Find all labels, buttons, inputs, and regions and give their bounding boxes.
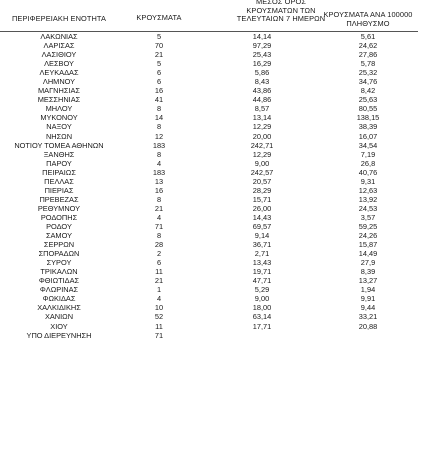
cases-cell: 16 bbox=[154, 86, 164, 96]
avg7-cell: 8,57 bbox=[254, 104, 270, 114]
cases-cell: 8 bbox=[156, 149, 162, 159]
per100k-cell: 5,61 bbox=[360, 32, 376, 41]
table-row bbox=[0, 294, 425, 303]
table-row bbox=[0, 312, 425, 321]
header-avg-line-3: ΤΕΛΕΥΤΑΙΩΝ 7 ΗΜΕΡΩΝ bbox=[236, 14, 326, 24]
cases-cell: 10 bbox=[154, 303, 164, 313]
table-row bbox=[0, 195, 425, 204]
avg7-cell: 19,71 bbox=[252, 267, 272, 277]
cases-cell: 71 bbox=[154, 330, 164, 340]
region-cell: ΣΕΡΡΩΝ bbox=[43, 240, 75, 250]
cases-cell: 12 bbox=[154, 131, 164, 141]
region-cell: ΞΑΝΘΗΣ bbox=[43, 149, 75, 159]
table-row bbox=[0, 249, 425, 258]
cases-cell: 13 bbox=[154, 176, 164, 186]
avg7-cell: 28,29 bbox=[252, 185, 272, 195]
per100k-cell: 24,26 bbox=[358, 231, 378, 241]
cases-cell: 6 bbox=[156, 68, 162, 78]
cases-cell: 70 bbox=[154, 41, 164, 51]
per100k-cell: 27,9 bbox=[360, 258, 376, 268]
region-cell: ΛΕΥΚΑΔΑΣ bbox=[39, 68, 79, 78]
cases-cell: 2 bbox=[156, 249, 162, 259]
table-row bbox=[0, 168, 425, 177]
avg7-cell: 9,00 bbox=[254, 158, 270, 168]
avg7-cell: 9,00 bbox=[254, 294, 270, 304]
cases-cell: 1 bbox=[156, 285, 162, 295]
per100k-cell: 9,31 bbox=[360, 176, 376, 186]
region-cell: ΠΡΕΒΕΖΑΣ bbox=[39, 194, 79, 204]
region-cell: ΠΑΡΟΥ bbox=[46, 158, 72, 168]
avg7-cell: 13,14 bbox=[252, 113, 272, 123]
region-cell: ΛΕΣΒΟΥ bbox=[44, 59, 74, 69]
header-cases-per-100k bbox=[311, 11, 425, 28]
table-row bbox=[0, 177, 425, 186]
avg7-cell: 12,29 bbox=[252, 149, 272, 159]
per100k-cell: 138,15 bbox=[356, 113, 380, 123]
cases-cell: 21 bbox=[154, 276, 164, 286]
table-row bbox=[0, 141, 425, 150]
table-row bbox=[0, 32, 425, 41]
cases-cell: 4 bbox=[156, 294, 162, 304]
per100k-cell: 3,57 bbox=[360, 212, 376, 222]
avg7-cell: 25,43 bbox=[252, 50, 272, 60]
header-region-line: ΠΕΡΙΦΕΡΕΙΑΚΗ ΕΝΟΤΗΤΑ bbox=[12, 14, 106, 23]
table-row bbox=[0, 86, 425, 95]
region-cell: ΣΠΟΡΑΔΩΝ bbox=[38, 249, 80, 259]
region-cell: ΠΕΙΡΑΙΩΣ bbox=[42, 167, 76, 177]
per100k-cell: 40,76 bbox=[358, 167, 378, 177]
cases-cell: 8 bbox=[156, 122, 162, 132]
per100k-cell: 9,44 bbox=[360, 303, 376, 313]
region-cell: ΧΑΝΙΩΝ bbox=[44, 312, 74, 322]
table-row bbox=[0, 122, 425, 131]
per100k-cell: 15,87 bbox=[358, 240, 378, 250]
avg7-cell: 63,14 bbox=[252, 312, 272, 322]
table-row bbox=[0, 204, 425, 213]
region-cell: ΜΑΓΝΗΣΙΑΣ bbox=[38, 86, 80, 96]
region-cell: ΦΛΩΡΙΝΑΣ bbox=[39, 285, 79, 295]
region-cell: ΝΟΤΙΟΥ ΤΟΜΕΑ ΑΘΗΝΩΝ bbox=[14, 140, 104, 150]
avg7-cell: 14,43 bbox=[252, 212, 272, 222]
cases-cell: 21 bbox=[154, 50, 164, 60]
avg7-cell: 5,29 bbox=[254, 285, 270, 295]
per100k-cell: 80,55 bbox=[358, 104, 378, 114]
per100k-cell: 59,25 bbox=[358, 221, 378, 231]
cases-cell: 41 bbox=[154, 95, 164, 105]
region-cell: ΧΙΟΥ bbox=[50, 321, 68, 331]
avg7-cell: 242,71 bbox=[250, 140, 274, 150]
region-cell: ΦΩΚΙΔΑΣ bbox=[42, 294, 76, 304]
avg7-cell: 69,57 bbox=[252, 221, 272, 231]
cases-cell: 183 bbox=[152, 140, 166, 150]
avg7-cell: 13,43 bbox=[252, 258, 272, 268]
per100k-cell: 8,42 bbox=[360, 86, 376, 96]
table-row bbox=[0, 240, 425, 249]
cases-cell: 6 bbox=[156, 77, 162, 87]
region-cell: ΧΑΛΚΙΔΙΚΗΣ bbox=[37, 303, 81, 313]
table-row bbox=[0, 113, 425, 122]
per100k-cell: 24,62 bbox=[358, 41, 378, 51]
cases-cell: 8 bbox=[156, 104, 162, 114]
avg7-cell: 20,00 bbox=[252, 131, 272, 141]
table-row bbox=[0, 276, 425, 285]
avg7-cell: 43,86 bbox=[252, 86, 272, 96]
per100k-cell: 20,88 bbox=[358, 321, 378, 331]
region-cell: ΡΟΔΟΥ bbox=[46, 221, 72, 231]
per100k-cell: 24,53 bbox=[358, 203, 378, 213]
per100k-cell: 5,78 bbox=[360, 59, 376, 69]
region-cell: ΝΗΣΩΝ bbox=[45, 131, 73, 141]
header-cases-line: ΚΡΟΥΣΜΑΤΑ bbox=[136, 13, 182, 22]
avg7-cell: 20,57 bbox=[252, 176, 272, 186]
per100k-cell: 13,92 bbox=[358, 194, 378, 204]
per100k-cell: 38,39 bbox=[358, 122, 378, 132]
per100k-cell: 13,27 bbox=[358, 276, 378, 286]
cases-cell: 11 bbox=[155, 267, 163, 277]
region-cell: ΛΑΣΙΘΙΟΥ bbox=[41, 50, 77, 60]
avg7-cell: 44,86 bbox=[252, 95, 272, 105]
table-row bbox=[0, 104, 425, 113]
cases-cell: 5 bbox=[156, 32, 162, 41]
region-cell: ΣΑΜΟΥ bbox=[45, 231, 73, 241]
per100k-cell: 34,54 bbox=[358, 140, 378, 150]
table-row bbox=[0, 331, 425, 340]
table-row bbox=[0, 77, 425, 86]
header-avg-line-1: ΜΕΣΟΣ ΟΡΟΣ bbox=[255, 0, 307, 6]
cases-cell: 5 bbox=[156, 59, 162, 69]
region-cell: ΣΥΡΟΥ bbox=[46, 258, 72, 268]
per100k-cell: 1,94 bbox=[360, 285, 376, 295]
per100k-cell: 7,19 bbox=[360, 149, 376, 159]
cases-cell: 6 bbox=[156, 258, 162, 268]
per100k-cell: 25,63 bbox=[358, 95, 378, 105]
per100k-cell: 14,49 bbox=[358, 249, 378, 259]
per100k-cell: 26,8 bbox=[360, 158, 376, 168]
table-row bbox=[0, 50, 425, 59]
cases-cell: 21 bbox=[154, 203, 164, 213]
avg7-cell: 36,71 bbox=[252, 240, 272, 250]
region-cell: ΤΡΙΚΑΛΩΝ bbox=[40, 267, 78, 277]
header-cases bbox=[131, 14, 187, 23]
cases-cell: 16 bbox=[154, 185, 164, 195]
region-cell: ΛΗΜΝΟΥ bbox=[42, 77, 76, 87]
table-row bbox=[0, 231, 425, 240]
table-row bbox=[0, 267, 425, 276]
per100k-cell: 9,91 bbox=[360, 294, 376, 304]
table-row bbox=[0, 303, 425, 312]
table-row bbox=[0, 41, 425, 50]
table-row bbox=[0, 213, 425, 222]
table-row bbox=[0, 95, 425, 104]
avg7-cell: 15,71 bbox=[252, 194, 272, 204]
per100k-cell: 33,21 bbox=[358, 312, 378, 322]
avg7-cell: 14,14 bbox=[252, 32, 272, 41]
avg7-cell: 97,29 bbox=[252, 41, 272, 51]
region-cell: ΡΕΘΥΜΝΟΥ bbox=[37, 203, 81, 213]
header-per100k-line-1: ΚΡΟΥΣΜΑΤΑ ΑΝΑ 100000 bbox=[323, 10, 413, 19]
per100k-cell: 16,07 bbox=[358, 131, 378, 141]
region-cell: ΜΥΚΟΝΟΥ bbox=[40, 113, 78, 123]
avg7-cell: 9,14 bbox=[254, 231, 270, 241]
table-row bbox=[0, 258, 425, 267]
avg7-cell: 26,00 bbox=[252, 203, 272, 213]
region-cell: ΜΕΣΣΗΝΙΑΣ bbox=[37, 95, 81, 105]
avg7-cell: 8,43 bbox=[254, 77, 270, 87]
avg7-cell: 18,00 bbox=[252, 303, 272, 313]
cases-table-body bbox=[0, 32, 425, 340]
table-row bbox=[0, 285, 425, 294]
avg7-cell: 12,29 bbox=[252, 122, 272, 132]
region-cell: ΥΠΟ ΔΙΕΡΕΥΝΗΣΗ bbox=[26, 330, 92, 340]
cases-cell: 71 bbox=[154, 221, 164, 231]
region-cell: ΠΙΕΡΙΑΣ bbox=[44, 185, 74, 195]
table-row bbox=[0, 322, 425, 331]
per100k-cell: 8,39 bbox=[360, 267, 376, 277]
avg7-cell: 242,57 bbox=[250, 167, 274, 177]
cases-cell: 28 bbox=[154, 240, 164, 250]
region-cell: ΜΗΛΟΥ bbox=[45, 104, 73, 114]
region-cell: ΛΑΡΙΣΑΣ bbox=[43, 41, 75, 51]
header-per100k-line-2: ΠΛΗΘΥΣΜΟ bbox=[346, 18, 390, 28]
table-row bbox=[0, 150, 425, 159]
per100k-cell: 27,86 bbox=[358, 50, 378, 60]
per100k-cell: 12,63 bbox=[358, 185, 378, 195]
table-row bbox=[0, 222, 425, 231]
avg7-cell: 16,29 bbox=[252, 59, 272, 69]
per100k-cell: 34,76 bbox=[358, 77, 378, 87]
region-cell: ΡΟΔΟΠΗΣ bbox=[40, 212, 78, 222]
cases-cell: 4 bbox=[156, 158, 162, 168]
header-avg-line-2: ΚΡΟΥΣΜΑΤΩΝ ΤΩΝ bbox=[246, 5, 316, 15]
header-region bbox=[0, 15, 118, 24]
cases-cell: 183 bbox=[152, 167, 166, 177]
avg7-cell: 2,71 bbox=[254, 249, 270, 259]
region-cell: ΠΕΛΛΑΣ bbox=[44, 176, 74, 186]
cases-cell: 8 bbox=[156, 231, 162, 241]
table-row bbox=[0, 59, 425, 68]
avg7-cell: 5,86 bbox=[254, 68, 270, 78]
region-cell: ΦΘΙΩΤΙΔΑΣ bbox=[38, 276, 80, 286]
region-cell: ΛΑΚΩΝΙΑΣ bbox=[40, 32, 78, 41]
table-row bbox=[0, 132, 425, 141]
cases-cell: 4 bbox=[156, 212, 162, 222]
cases-cell: 8 bbox=[156, 194, 162, 204]
cases-cell: 52 bbox=[154, 312, 164, 322]
table-row bbox=[0, 159, 425, 168]
per100k-cell: 25,32 bbox=[358, 68, 378, 78]
table-row bbox=[0, 186, 425, 195]
cases-cell: 14 bbox=[154, 113, 164, 123]
table-row bbox=[0, 68, 425, 77]
region-cell: ΝΑΞΟΥ bbox=[46, 122, 72, 132]
cases-cell: 11 bbox=[155, 321, 163, 331]
avg7-cell: 47,71 bbox=[252, 276, 272, 286]
avg7-cell: 17,71 bbox=[252, 321, 272, 331]
